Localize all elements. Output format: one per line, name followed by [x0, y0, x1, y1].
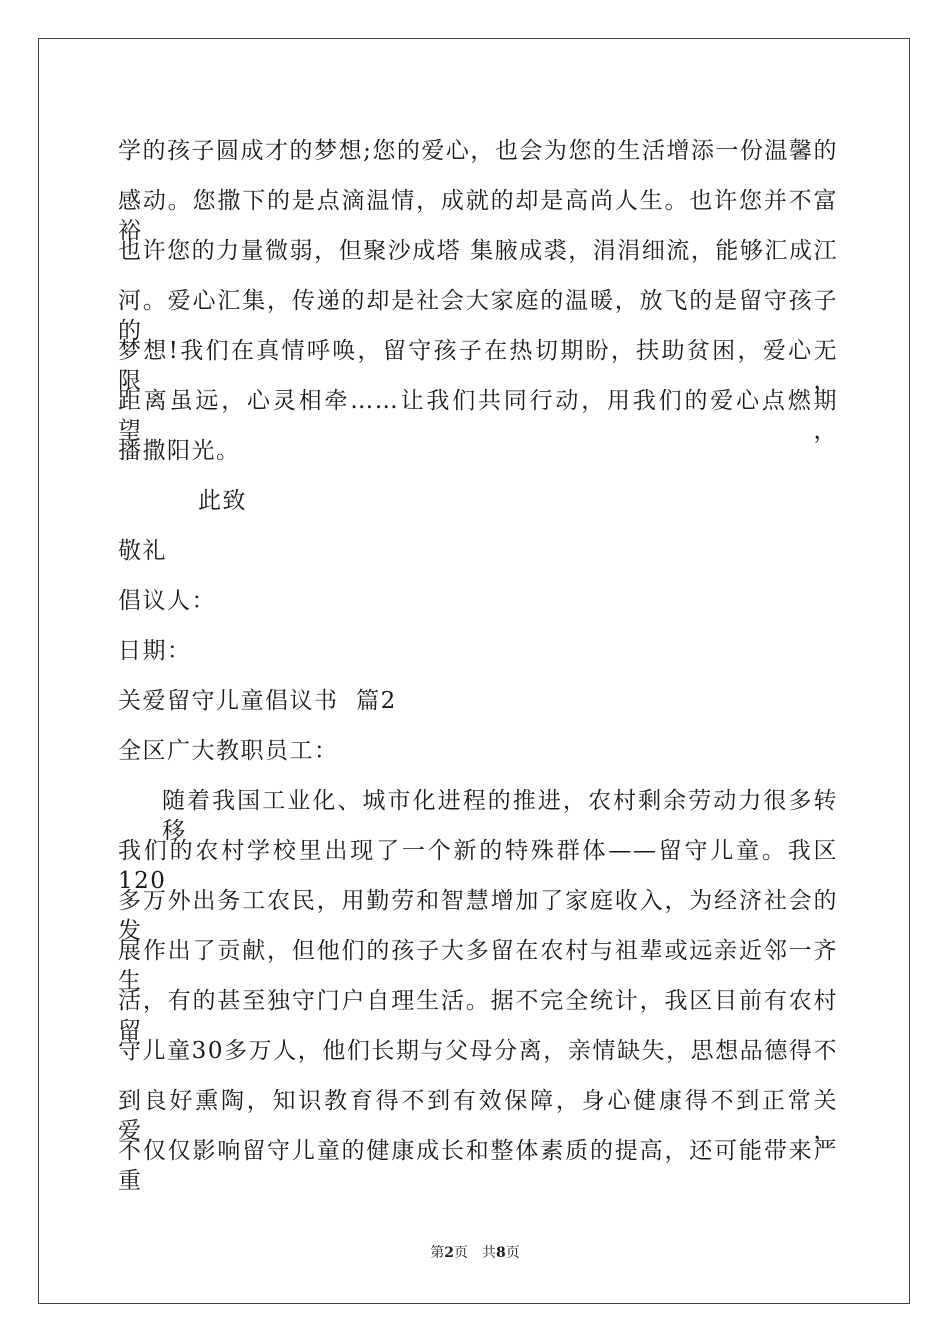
footer-total-prefix: 共: [482, 1245, 496, 1261]
body-line-3: 也许您的力量微弱，但聚沙成塔 集腋成裘，涓涓细流，能够汇成江: [118, 238, 838, 264]
section-title: 关爱留守儿童倡议书 篇2: [118, 688, 397, 714]
para2-line-5: 活，有的甚至独守门户自理生活。据不完全统计，我区目前有农村留: [118, 988, 838, 1044]
para2-line-4: 展作出了贡献，但他们的孩子大多留在农村与祖辈或远亲近邻一齐生: [118, 938, 838, 994]
body-line-5: 梦想!我们在真情呼唤，留守孩子在热切期盼，扶助贫困，爱心无限，: [118, 338, 838, 394]
para2-line-8: 不仅仅影响留守儿童的健康成长和整体素质的提高，还可能带来严重: [118, 1138, 838, 1194]
footer-page-prefix: 第: [430, 1245, 445, 1261]
body-line-7: 播撒阳光。: [118, 438, 241, 464]
initiator-label: 倡议人：: [118, 588, 216, 614]
footer-page-current: 2: [444, 1245, 454, 1261]
footer-page-mid: 页: [454, 1245, 468, 1261]
para2-line-2: 我们的农村学校里出现了一个新的特殊群体——留守儿童。我区120: [118, 838, 838, 894]
body-line-6: 距离虽远，心灵相牵……让我们共同行动，用我们的爱心点燃期望，: [118, 388, 838, 444]
salute-text: 敬礼: [118, 538, 167, 564]
footer-page-total: 8: [496, 1245, 506, 1261]
footer-total-suffix: 页: [505, 1245, 520, 1261]
para2-line-3: 多万外出务工农民，用勤劳和智慧增加了家庭收入，为经济社会的发: [118, 888, 838, 944]
date-label: 日期：: [118, 638, 192, 664]
closing-text: 此致: [198, 488, 247, 514]
body-line-1: 学的孩子圆成才的梦想;您的爱心，也会为您的生活增添一份温馨的: [118, 138, 838, 164]
body-line-4: 河。爱心汇集，传递的却是社会大家庭的温暖，放飞的是留守孩子的: [118, 288, 838, 344]
addressee-text: 全区广大教职员工：: [118, 738, 339, 764]
body-line-2: 感动。您撒下的是点滴温情，成就的却是高尚人生。也许您并不富裕: [118, 188, 838, 244]
para2-line-1: 随着我国工业化、城市化进程的推进，农村剩余劳动力很多转移: [162, 788, 838, 844]
para2-line-6: 守儿童30多万人，他们长期与父母分离，亲情缺失，思想品德得不: [118, 1038, 838, 1064]
para2-line-7: 到良好熏陶，知识教育得不到有效保障，身心健康得不到正常关爱，: [118, 1088, 838, 1144]
page-footer: [0, 1244, 950, 1262]
